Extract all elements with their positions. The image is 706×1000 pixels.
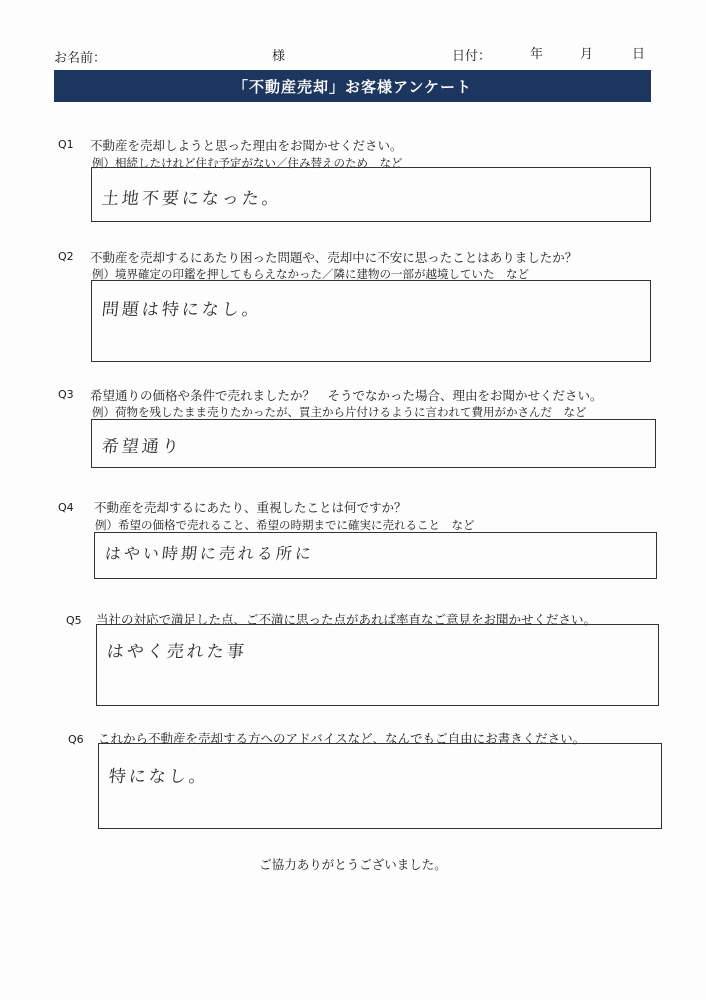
q3-example: 例）荷物を残したまま売りたかったが、買主から片付けるように言われて費用がかさんだ など <box>92 405 587 419</box>
thank-you-message: ご協力ありがとうございました。 <box>259 857 447 872</box>
q1-text: 不動産を売却しようと思った理由をお聞かせください。 <box>90 138 403 153</box>
q1-number: Q1 <box>58 138 74 151</box>
q4-answer-box <box>94 532 657 579</box>
q5-answer: はやく売れた事 <box>105 642 248 662</box>
q6-number: Q6 <box>68 733 84 746</box>
q4-text: 不動産を売却するにあたり、重視したことは何ですか？ <box>94 500 407 515</box>
q2-number: Q2 <box>58 250 74 263</box>
q4-answer: はやい時期に売れる所に <box>103 544 315 563</box>
q3-number: Q3 <box>58 388 74 401</box>
q2-text: 不動産を売却するにあたり困った問題や、売却中に不安に思ったことはありましたか？ <box>90 250 578 265</box>
sama-label: 様 <box>272 49 286 64</box>
survey-title: 「不動産売却」お客様アンケート <box>232 77 473 96</box>
year-label: 年 <box>530 47 544 62</box>
q5-text: 当社の対応で満足した点、ご不満に思った点があれば率直なご意見をお聞かせください。 <box>96 612 597 627</box>
q3-text: 希望通りの価格や条件で売れましたか？ そうでなかった場合、理由をお聞かせください。 <box>90 388 603 403</box>
day-label: 日 <box>632 47 646 62</box>
q1-answer-box <box>91 167 651 222</box>
q1-answer: 土地不要になった。 <box>100 189 283 209</box>
q2-answer-box <box>91 280 651 362</box>
date-label: 日付： <box>452 49 492 64</box>
q6-answer-box <box>98 743 662 829</box>
month-label: 月 <box>580 47 594 62</box>
survey-title-bar <box>54 70 651 102</box>
q5-number: Q5 <box>66 614 82 627</box>
q5-answer-box <box>96 624 659 706</box>
name-label: お名前： <box>54 51 107 66</box>
q4-example: 例）希望の価格で売れること、希望の時期までに確実に売れること など <box>95 518 475 532</box>
q3-answer-box <box>91 419 656 468</box>
q3-answer: 希望通り <box>100 437 183 457</box>
q1-example: 例）相続したけれど住む予定がない／住み替えのため など <box>92 156 403 170</box>
q6-answer: 特になし。 <box>107 767 210 787</box>
q4-number: Q4 <box>58 501 74 514</box>
q2-answer: 問題は特になし。 <box>100 300 263 320</box>
q2-example: 例）境界確定の印鑑を押してもらえなかった／隣に建物の一部が越境していた など <box>92 267 529 281</box>
q6-text: これから不動産を売却する方へのアドバイスなど、なんでもご自由にお書きください。 <box>98 731 586 746</box>
